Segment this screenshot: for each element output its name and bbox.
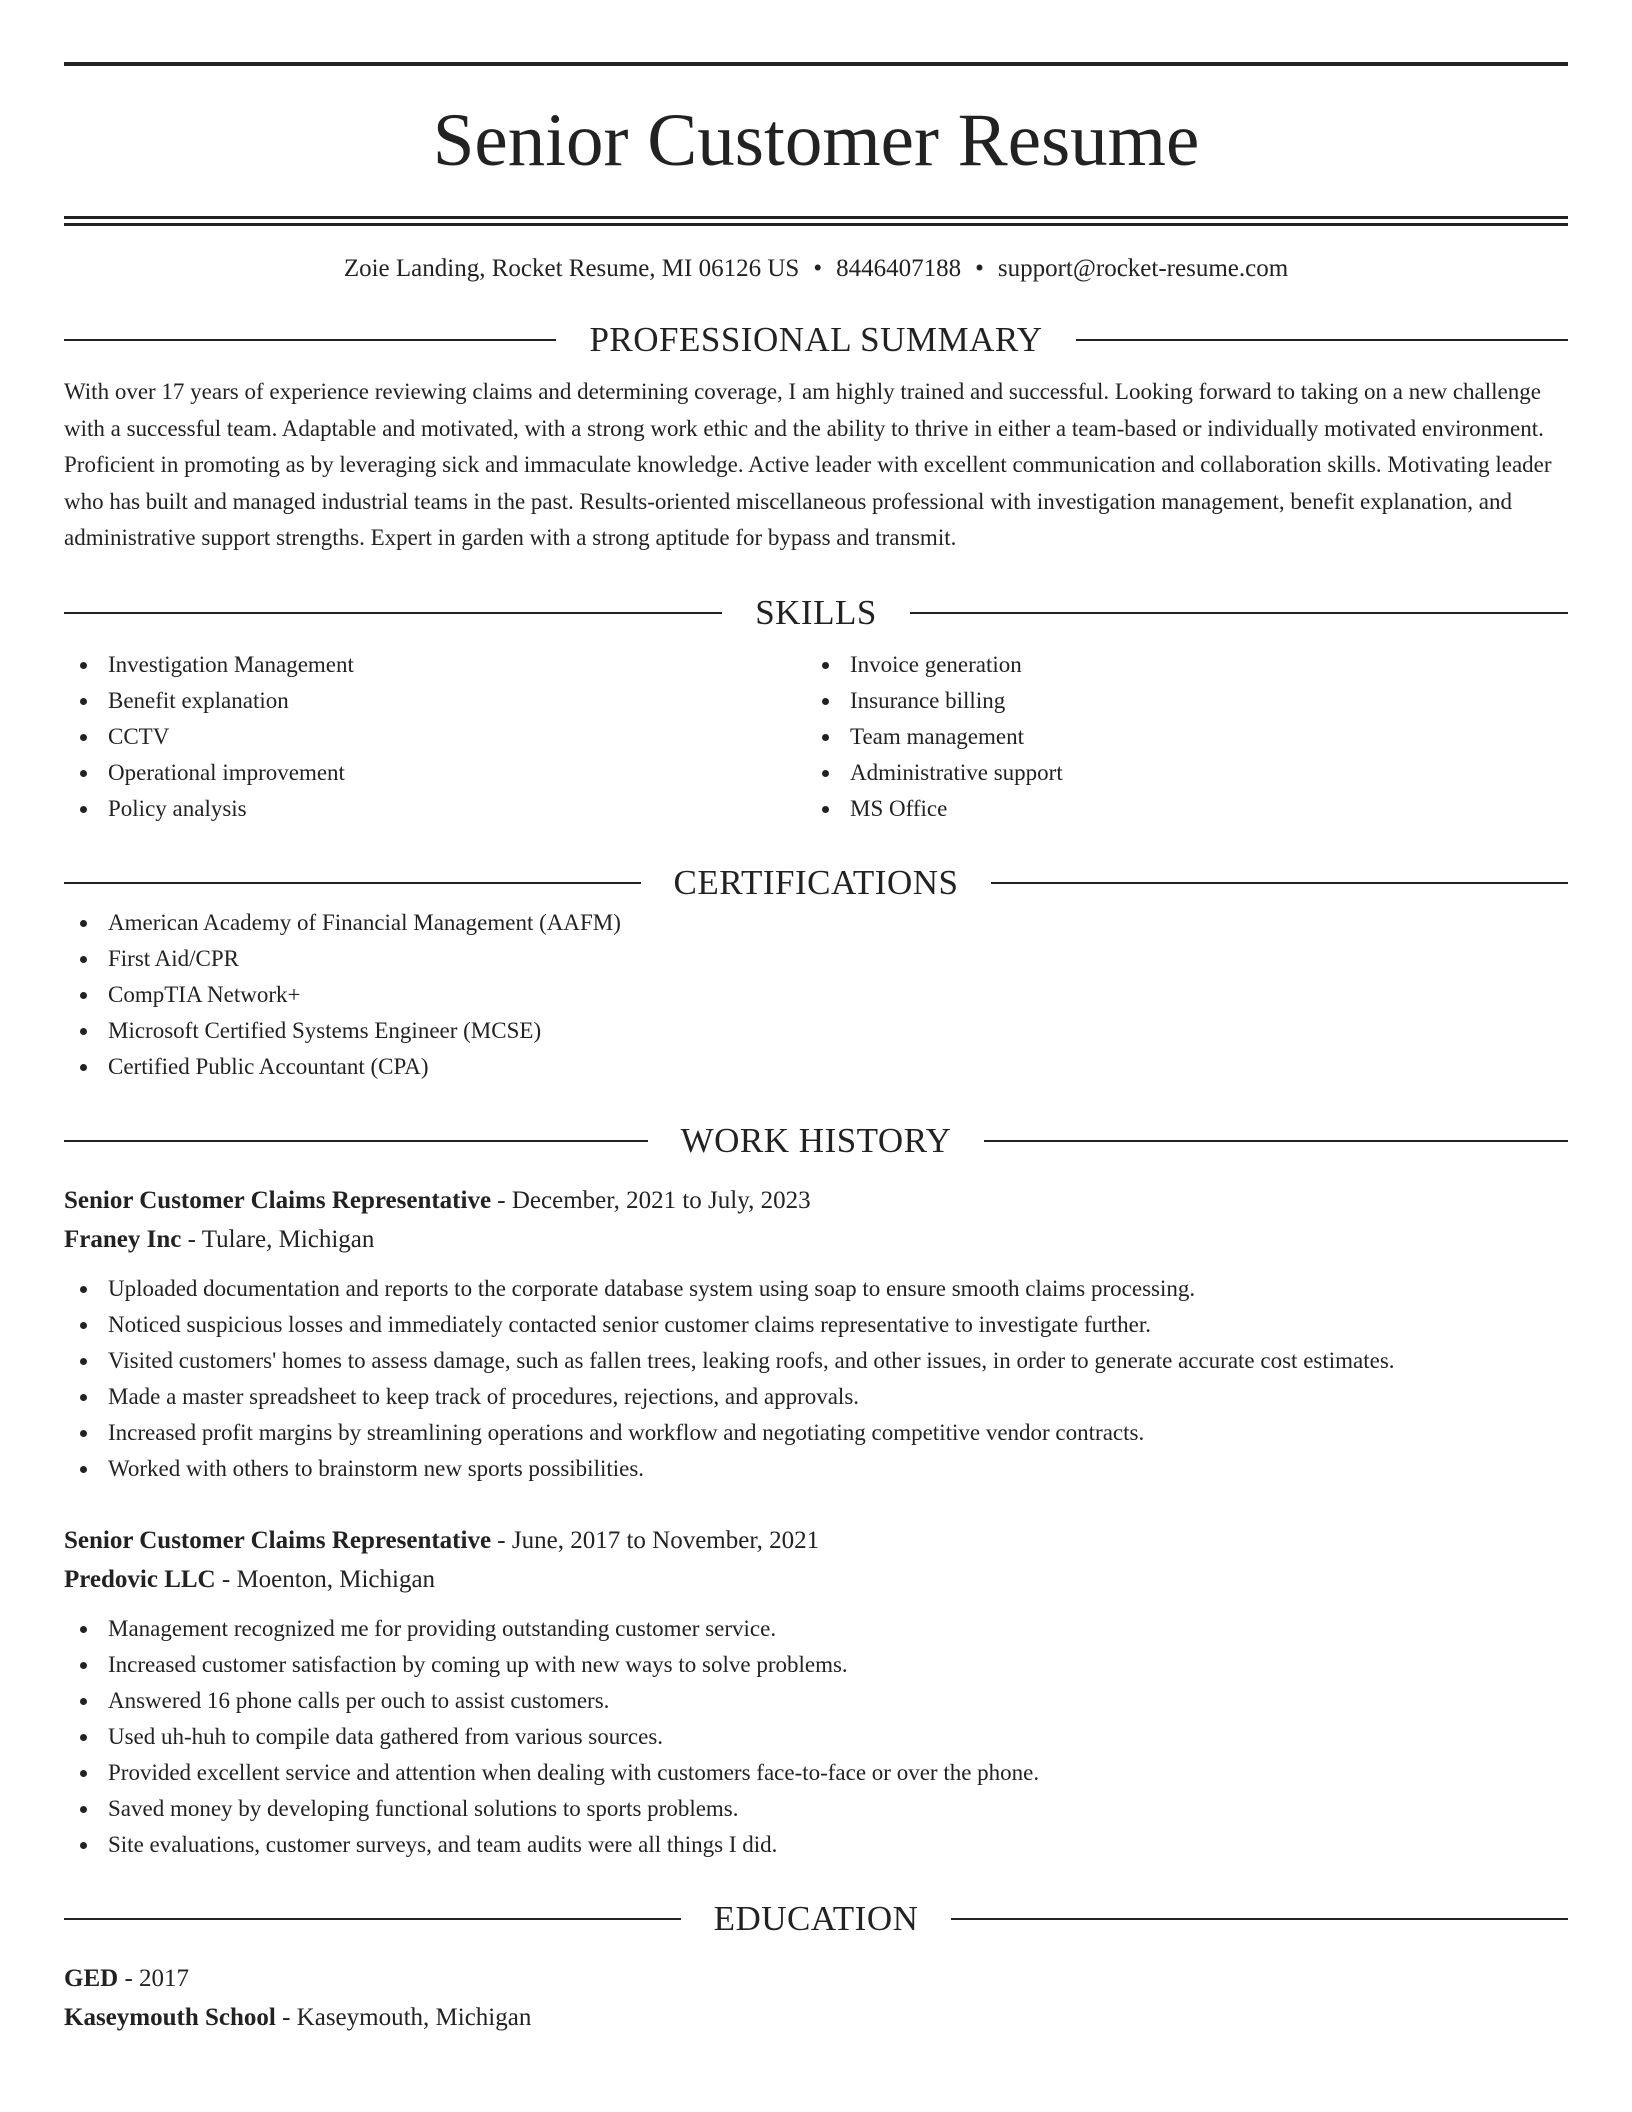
- skill-item: MS Office: [806, 791, 1548, 827]
- certifications-heading: [64, 861, 1568, 905]
- certification-item: Microsoft Certified Systems Engineer (MCSE): [64, 1013, 1568, 1049]
- skills-title: SKILLS: [755, 592, 877, 632]
- duty-item: Used uh-huh to compile data gathered from various sources.: [64, 1719, 1568, 1755]
- heading-rule: [64, 612, 722, 614]
- duty-item: Visited customers' homes to assess damage, such as fallen trees, leaking roofs, and other issues, in order to generate accurate cost estimates.: [64, 1343, 1568, 1379]
- skills-column-right: [806, 647, 1548, 827]
- duty-item: Saved money by developing functional solutions to sports problems.: [64, 1791, 1568, 1827]
- heading-rule: [991, 882, 1568, 884]
- heading-rule: [984, 1140, 1568, 1142]
- resume-page: [64, 62, 1568, 2037]
- contact-line: [64, 254, 1568, 284]
- heading-rule: [64, 882, 641, 884]
- job-location: - Tulare, Michigan: [181, 1225, 375, 1253]
- skills-heading: [64, 591, 1568, 635]
- skill-item: Administrative support: [806, 755, 1548, 791]
- education-heading: [64, 1897, 1568, 1941]
- duty-item: Increased profit margins by streamlining operations and workflow and negotiating competitive vendor contracts.: [64, 1415, 1568, 1451]
- summary-title: PROFESSIONAL SUMMARY: [589, 320, 1043, 359]
- contact-separator: •: [975, 255, 984, 282]
- contact-email: support@rocket-resume.com: [997, 255, 1289, 282]
- certification-item: Certified Public Accountant (CPA): [64, 1049, 1568, 1085]
- education-year: - 2017: [118, 1964, 190, 1992]
- education-location: - Kaseymouth, Michigan: [275, 2003, 532, 2031]
- education-degree-line: [64, 1959, 1568, 1998]
- job-role: Senior Customer Claims Representative: [64, 1526, 492, 1554]
- contact-separator: •: [813, 255, 823, 282]
- duty-item: Provided excellent service and attention when dealing with customers face-to-face or over the phone.: [64, 1755, 1568, 1791]
- top-rule: [64, 62, 1568, 66]
- certifications-title: CERTIFICATIONS: [673, 862, 959, 902]
- skill-item: Invoice generation: [806, 647, 1548, 683]
- duty-item: Increased customer satisfaction by coming up with new ways to solve problems.: [64, 1647, 1568, 1683]
- title-double-rule: [64, 216, 1568, 226]
- certification-item: First Aid/CPR: [64, 941, 1568, 977]
- education-entry: [64, 1959, 1568, 2037]
- contact-address: Zoie Landing, Rocket Resume, MI 06126 US: [343, 255, 800, 282]
- skill-item: CCTV: [64, 719, 806, 755]
- duty-item: Worked with others to brainstorm new sports possibilities.: [64, 1451, 1568, 1487]
- duty-item: Uploaded documentation and reports to the corporate database system using soap to ensure smooth claims processing.: [64, 1271, 1568, 1307]
- skills-list: [64, 647, 1568, 827]
- job-duties: [64, 1271, 1568, 1487]
- work-history-title: WORK HISTORY: [680, 1120, 952, 1160]
- skill-item: Team management: [806, 719, 1548, 755]
- job-company: Franey Inc: [64, 1225, 182, 1253]
- duty-item: Management recognized me for providing outstanding customer service.: [64, 1611, 1568, 1647]
- job-role-line: [64, 1521, 1568, 1560]
- summary-text: With over 17 years of experience reviewing claims and determining coverage, I am highly trained and successful. Looking forward to taking on a new challenge with a successful team. Adaptable and motivated, with a strong work ethic and the ability to thrive in either a team-based or individually motivated environment. Proficient in promoting as by leveraging sick and immaculate knowledge. Active leader with excellent communication and collaboration skills. Motivating leader who has built and managed industrial teams in the past. Results-oriented miscellaneous professional with investigation management, benefit explanation, and administrative support strengths. Expert in garden with a strong aptitude for bypass and transmit.: [64, 379, 1552, 550]
- heading-rule: [64, 1918, 681, 1920]
- job-company-line: [64, 1560, 1568, 1599]
- heading-rule: [64, 1140, 648, 1142]
- job-duties: [64, 1611, 1568, 1863]
- education-school-line: [64, 1998, 1568, 2037]
- duty-item: Site evaluations, customer surveys, and team audits were all things I did.: [64, 1827, 1568, 1863]
- job-entry: [64, 1181, 1568, 1487]
- job-company: Predovic LLC: [64, 1565, 216, 1593]
- skills-column-left: [64, 647, 806, 827]
- education-school: Kaseymouth School: [64, 2003, 276, 2031]
- summary-heading: [64, 318, 1568, 362]
- skill-item: Benefit explanation: [64, 683, 806, 719]
- education-title: EDUCATION: [713, 1898, 919, 1938]
- skill-item: Policy analysis: [64, 791, 806, 827]
- job-company-line: [64, 1220, 1568, 1259]
- heading-rule: [951, 1918, 1568, 1920]
- certification-item: American Academy of Financial Management (AAFM): [64, 905, 1568, 941]
- education-degree: GED: [64, 1964, 119, 1992]
- heading-rule: [910, 612, 1568, 614]
- duty-item: Made a master spreadsheet to keep track of procedures, rejections, and approvals.: [64, 1379, 1568, 1415]
- skill-item: Operational improvement: [64, 755, 806, 791]
- skill-item: Investigation Management: [64, 647, 806, 683]
- resume-title: Senior Customer Resume: [432, 99, 1200, 182]
- skill-item: Insurance billing: [806, 683, 1548, 719]
- heading-rule: [64, 339, 556, 341]
- job-dates: - June, 2017 to November, 2021: [491, 1526, 820, 1554]
- heading-rule: [1076, 339, 1568, 341]
- job-role-line: [64, 1181, 1568, 1220]
- job-role: Senior Customer Claims Representative: [64, 1186, 492, 1214]
- job-dates: - December, 2021 to July, 2023: [491, 1186, 811, 1214]
- job-location: - Moenton, Michigan: [215, 1565, 436, 1593]
- contact-phone: 8446407188: [836, 255, 962, 282]
- job-entry: [64, 1521, 1568, 1863]
- duty-item: Answered 16 phone calls per ouch to assist customers.: [64, 1683, 1568, 1719]
- work-history-heading: [64, 1119, 1568, 1163]
- certifications-list: [64, 905, 1568, 1085]
- duty-item: Noticed suspicious losses and immediately contacted senior customer claims representative to investigate further.: [64, 1307, 1568, 1343]
- certification-item: CompTIA Network+: [64, 977, 1568, 1013]
